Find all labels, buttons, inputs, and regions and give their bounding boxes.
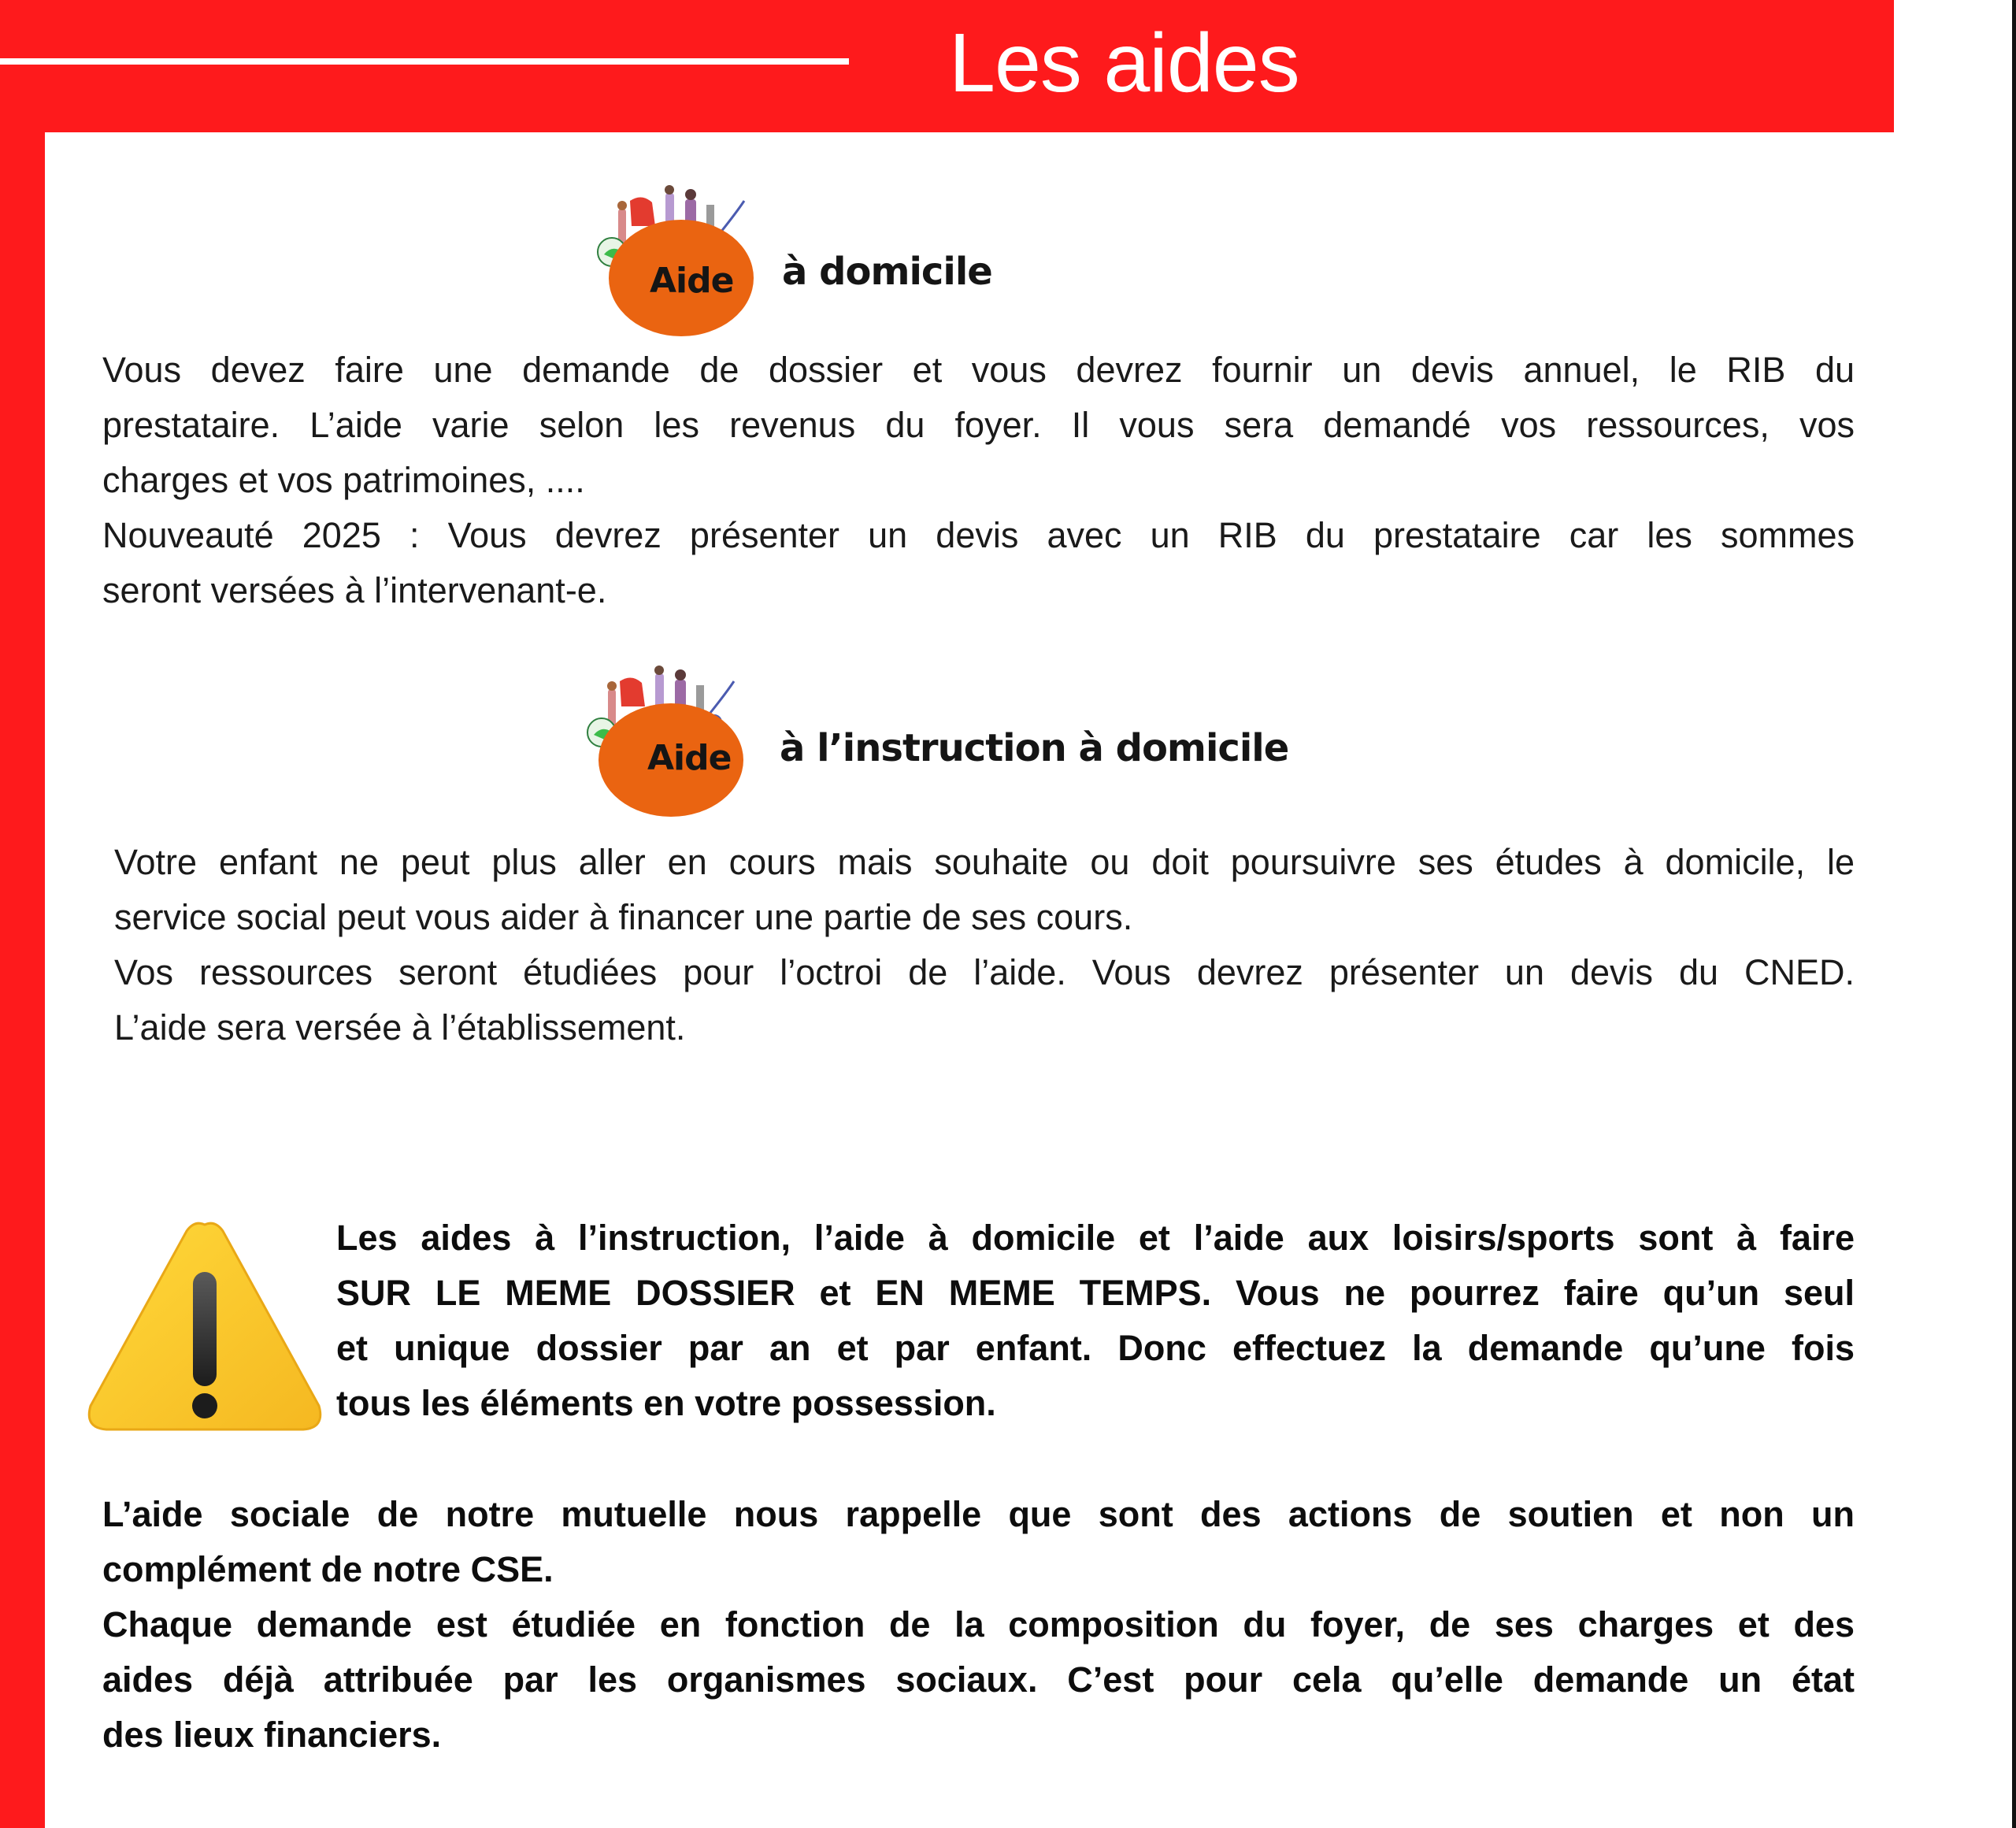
paragraph-line: seront versées à l’intervenant-e. (102, 570, 607, 610)
warning-text (336, 1211, 1855, 1431)
note-line: des lieux financiers. (102, 1715, 442, 1755)
page-title: Les aides (949, 17, 1299, 109)
section-heading-aide-instruction: à l’instruction à domicile (780, 726, 1289, 770)
paragraph-line: Nouveauté 2025 : Vous devrez présenter un devis avec un RIB du prestataire car les sommes (102, 515, 1855, 555)
header-banner (0, 0, 1894, 132)
paragraph-line: service social peut vous aider à financer une partie de ses cours. (114, 897, 1133, 937)
paragraph-line: Vous devez faire une demande de dossier et vous devrez fournir un devis annuel, le RIB du (102, 350, 1855, 390)
note-line: L’aide sociale de notre mutuelle nous rappelle que sont des actions de soutien et non un (102, 1494, 1855, 1534)
section-body-aide-domicile (102, 343, 1855, 618)
warning-triangle-icon (83, 1217, 327, 1436)
aide-logo (584, 666, 758, 823)
paragraph-line: Votre enfant ne peut plus aller en cours mais souhaite ou doit poursuivre ses études à domicile, le (114, 842, 1855, 882)
left-red-border (0, 0, 45, 1828)
warning-line: tous les éléments en votre possession. (336, 1383, 996, 1423)
note-line: Chaque demande est étudiée en fonction de la composition du foyer, de ses charges et des (102, 1604, 1855, 1644)
header-rule (0, 58, 849, 65)
paragraph-line: charges et vos patrimoines, .... (102, 460, 585, 500)
note-line: aides déjà attribuée par les organismes sociaux. C’est pour cela qu’elle demande un état (102, 1659, 1855, 1700)
aide-logo-word: Aide (647, 738, 732, 778)
paragraph-line: prestataire. L’aide varie selon les revenus du foyer. Il vous sera demandé vos ressources, vos (102, 405, 1855, 445)
warning-line: et unique dossier par an et par enfant. Donc effectuez la demande qu’une fois (336, 1328, 1855, 1368)
section-heading-aide-domicile: à domicile (782, 250, 992, 294)
paragraph-line: Vos ressources seront étudiées pour l’octroi de l’aide. Vous devrez présenter un devis du CNED. (114, 952, 1855, 992)
right-edge-border (2012, 0, 2016, 1828)
warning-line: SUR LE MEME DOSSIER et EN MEME TEMPS. Vous ne pourrez faire qu’un seul (336, 1273, 1855, 1313)
mutual-aid-note (102, 1487, 1855, 1763)
aide-logo (595, 185, 768, 343)
note-line: complément de notre CSE. (102, 1549, 554, 1589)
paragraph-line: L’aide sera versée à l’établissement. (114, 1007, 686, 1047)
aide-logo-word: Aide (650, 261, 734, 301)
warning-line: Les aides à l’instruction, l’aide à domicile et l’aide aux loisirs/sports sont à faire (336, 1218, 1855, 1258)
section-body-aide-instruction (114, 835, 1855, 1055)
